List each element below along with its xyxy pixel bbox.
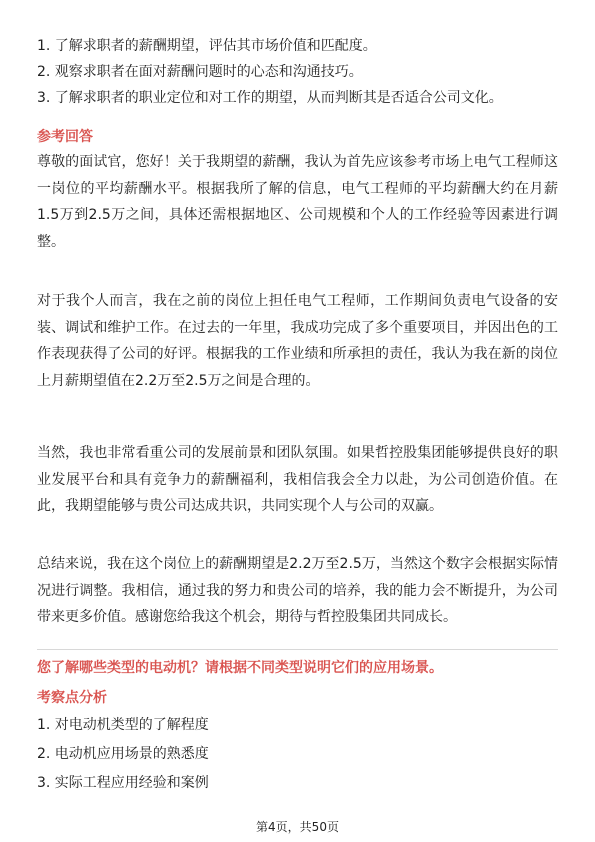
interview-question: 您了解哪些类型的电动机？请根据不同类型说明它们的应用场景。	[37, 660, 443, 676]
analysis-point: 2. 电动机应用场景的熟悉度	[37, 746, 209, 762]
evaluation-point: 2. 观察求职者在面对薪酬问题时的心态和沟通技巧。	[37, 64, 363, 80]
answer-paragraph: 当然，我也非常看重公司的发展前景和团队氛围。如果哲控股集团能够提供良好的职业发展平台和具有竞争力的薪酬福利，我相信我会全力以赴，为公司创造价值。在此，我期望能够与贵公司达成共识，共同实现个人与公司的双赢。	[37, 445, 558, 514]
answer-paragraph: 总结来说，我在这个岗位上的薪酬期望是2.2万至2.5万，当然这个数字会根据实际情况进行调整。我相信，通过我的努力和贵公司的培养，我的能力会不断提升，为公司带来更多价值。感谢您给我这个机会，期待与哲控股集团共同成长。	[37, 556, 558, 625]
analysis-points-list	[37, 715, 209, 802]
answer-paragraph: 尊敬的面试官，您好！关于我期望的薪酬，我认为首先应该参考市场上电气工程师这一岗位的平均薪酬水平。根据我所了解的信息，电气工程师的平均薪酬大约在月薪1.5万到2.5万之间，具体还需根据地区、公司规模和个人的工作经验等因素进行调整。	[37, 154, 558, 250]
answer-paragraph: 对于我个人而言，我在之前的岗位上担任电气工程师，工作期间负责电气设备的安装、调试和维护工作。在过去的一年里，我成功完成了多个重要项目，并因出色的工作表现获得了公司的好评。根据我的工作业绩和所承担的责任，我认为我在新的岗位上月薪期望值在2.2万至2.5万之间是合理的。	[37, 293, 558, 389]
section-divider	[37, 649, 558, 650]
analysis-label: 考察点分析	[37, 690, 107, 706]
analysis-point: 3. 实际工程应用经验和案例	[37, 775, 209, 791]
document-page	[37, 0, 558, 842]
evaluation-point: 3. 了解求职者的职业定位和对工作的期望，从而判断其是否适合公司文化。	[37, 90, 503, 106]
evaluation-point: 1. 了解求职者的薪酬期望，评估其市场价值和匹配度。	[37, 38, 377, 54]
page-number: 第4页，共50页	[256, 820, 339, 834]
reference-answer-label: 参考回答	[37, 129, 93, 145]
analysis-point: 1. 对电动机类型的了解程度	[37, 717, 209, 733]
evaluation-points-list	[37, 36, 503, 114]
